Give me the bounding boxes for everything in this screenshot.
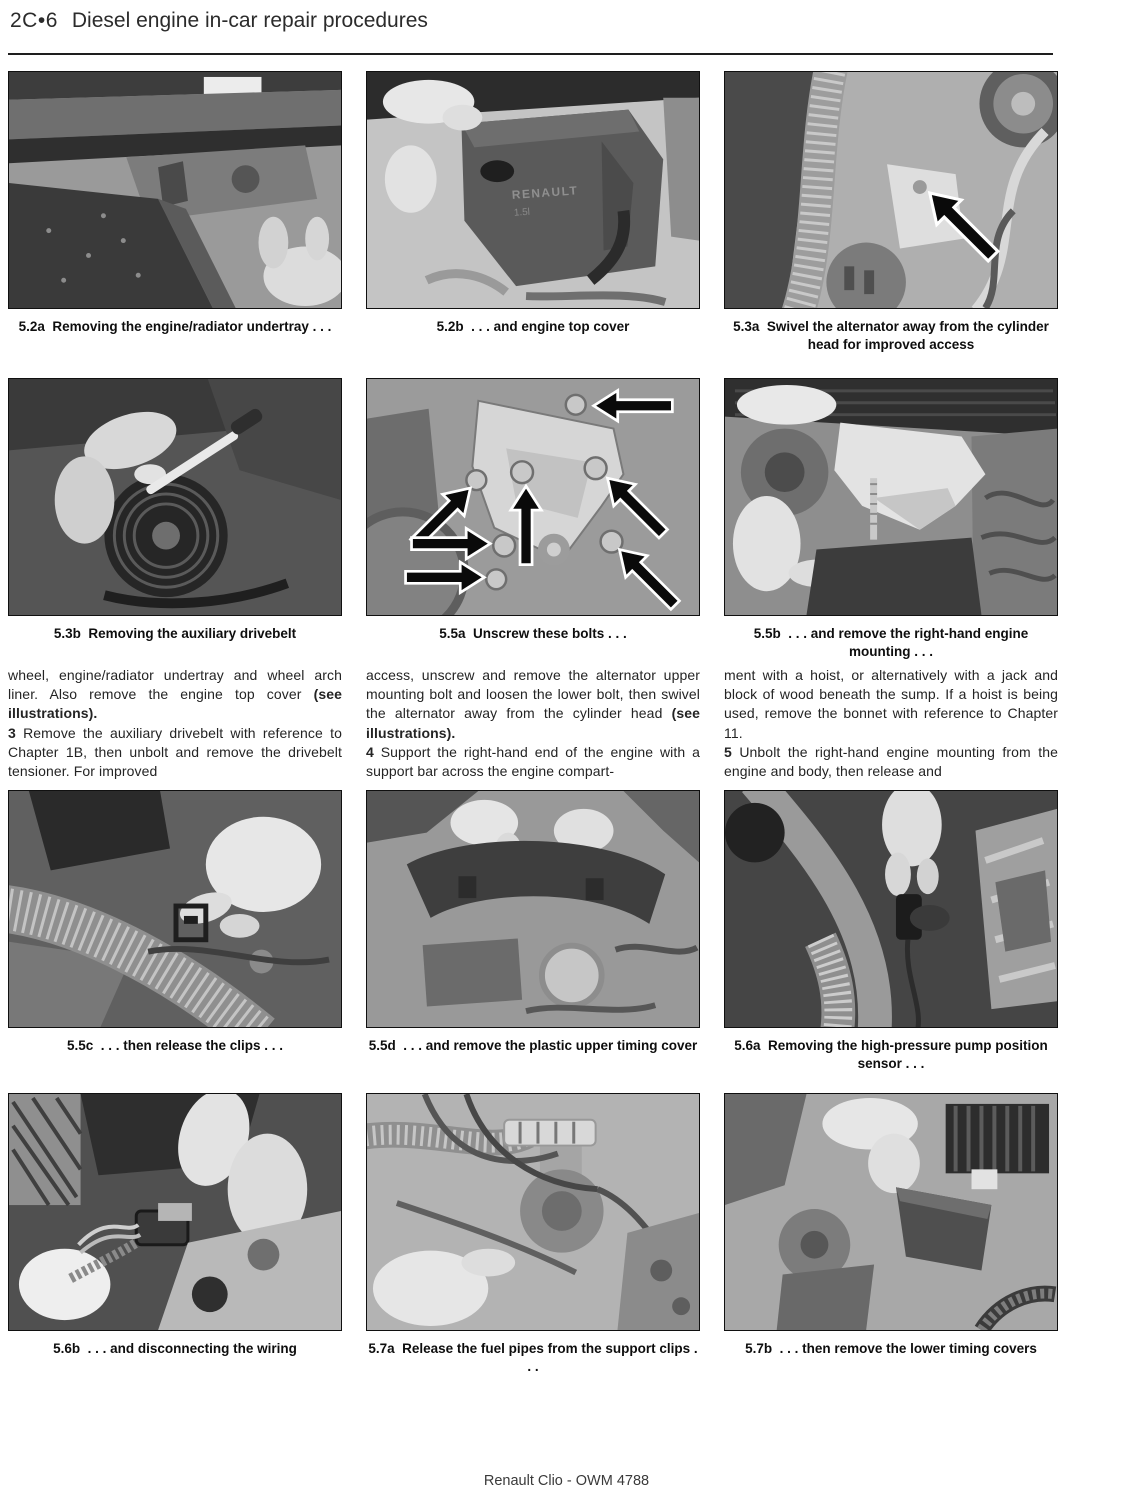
figure-5-7a <box>366 1093 700 1376</box>
figure-5-5a <box>366 378 700 661</box>
body-column-3: ment with a hoist, or alternatively with a jack and block of wood beneath the sump. If a hoist is being used, remove the bonnet with reference to Chapter 11. 5 Unbolt the right-hand engine mounting from the engine and body, then release and <box>724 667 1058 780</box>
fuel-pipes-photo-illustration <box>367 1094 699 1330</box>
figure-5-3a <box>724 71 1058 354</box>
strut-cap <box>765 452 805 492</box>
figure-caption: 5.6b . . . and disconnecting the wiring <box>53 1341 297 1356</box>
figure-5-3b <box>8 378 342 661</box>
lower-timing-cover-photo-illustration <box>725 1094 1057 1330</box>
body-column-2: access, unscrew and remove the alternator upper mounting bolt and loosen the lower bolt, then swivel the alternator away from the cylinder head (see illustrations). 4 Support the right-hand end of the engine with a support bar across the engine compart- <box>366 667 700 780</box>
mounting-bolts-photo-illustration <box>367 379 699 615</box>
figure-caption: 5.7a Release the fuel pipes from the support clips . . . <box>368 1341 702 1374</box>
figure-5-5b <box>724 378 1058 661</box>
figure-5-6a <box>724 790 1058 1073</box>
engine-cover-photo-illustration <box>367 72 699 308</box>
crank-pulley <box>104 474 227 597</box>
engine-area <box>972 429 1057 615</box>
alternator-photo-illustration <box>725 72 1057 308</box>
footer-text: Renault Clio - OWM 4788 <box>483 1473 650 1489</box>
figure-row-3 <box>8 790 1058 1073</box>
pump-sensor-photo-illustration <box>725 791 1057 1027</box>
hose-coil <box>725 803 785 862</box>
photo-5-5b <box>724 378 1058 616</box>
page-number: 2C•6 <box>10 9 58 32</box>
figure-caption: 5.3b Removing the auxiliary drivebelt <box>53 626 297 641</box>
engine-shadow <box>807 538 982 615</box>
figure-5-5d <box>366 790 700 1073</box>
photo-5-6b <box>8 1093 342 1331</box>
page-title: Diesel engine in-car repair procedures <box>71 9 428 32</box>
drivebelt-photo-illustration <box>9 379 341 615</box>
photo-5-3b <box>8 378 342 616</box>
figure-5-5c <box>8 790 342 1073</box>
suspension-turret <box>367 512 464 615</box>
body-column-1: wheel, engine/radiator undertray and wheel arch liner. Also remove the engine top cover (see illustrations). 3 Remove the auxiliary drivebelt with reference to Chapter 1B, then unbolt and remove the drivebelt tensioner. For improved <box>8 667 342 780</box>
photo-5-7b <box>724 1093 1058 1331</box>
photo-5-7a <box>366 1093 700 1331</box>
figure-caption: 5.5a Unscrew these bolts . . . <box>439 626 627 641</box>
figure-caption: 5.2a Removing the engine/radiator undertray . . . <box>18 319 332 334</box>
figure-row-1 <box>8 71 1058 354</box>
braided-section <box>820 940 838 1027</box>
figure-caption: 5.7b . . . then remove the lower timing covers <box>745 1341 1037 1356</box>
timing-cover-photo-illustration <box>367 791 699 1027</box>
figure-caption: 5.6a Removing the high-pressure pump position sensor . . . <box>734 1038 1052 1071</box>
support-clip <box>504 1120 595 1146</box>
photo-5-5c <box>8 790 342 1028</box>
figure-caption: 5.5b . . . and remove the right-hand engine mounting . . . <box>753 626 1033 659</box>
wiring-photo-illustration <box>9 1094 341 1330</box>
photo-5-2b <box>366 71 700 309</box>
figure-5-2a <box>8 71 342 354</box>
cover-engine-text: 1.5l <box>513 206 531 219</box>
photo-5-3a <box>724 71 1058 309</box>
photo-5-2a <box>8 71 342 309</box>
photo-5-5a <box>366 378 700 616</box>
figure-5-2b <box>366 71 700 354</box>
figure-caption: 5.3a Swivel the alternator away from the cylinder head for improved access <box>733 319 1053 352</box>
figure-caption: 5.2b . . . and engine top cover <box>436 319 630 334</box>
mesh-sleeve <box>9 1094 81 1205</box>
figure-caption: 5.5d . . . and remove the plastic upper timing cover <box>368 1038 698 1053</box>
figure-caption: 5.5c . . . then release the clips . . . <box>66 1038 284 1053</box>
figure-row-2 <box>8 378 1058 661</box>
photo-5-6a <box>724 790 1058 1028</box>
header-rule <box>8 53 1053 55</box>
figure-5-6b <box>8 1093 342 1376</box>
figure-row-4 <box>8 1093 1058 1376</box>
body-text <box>8 666 1058 781</box>
photo-5-5d <box>366 790 700 1028</box>
cover-brand-text: RENAULT <box>511 183 579 202</box>
clips-photo-illustration <box>9 791 341 1027</box>
figure-5-7b <box>724 1093 1058 1376</box>
engine-mounting-photo-illustration <box>725 379 1057 615</box>
undertray-photo-illustration <box>9 72 341 308</box>
page-header <box>10 8 428 34</box>
